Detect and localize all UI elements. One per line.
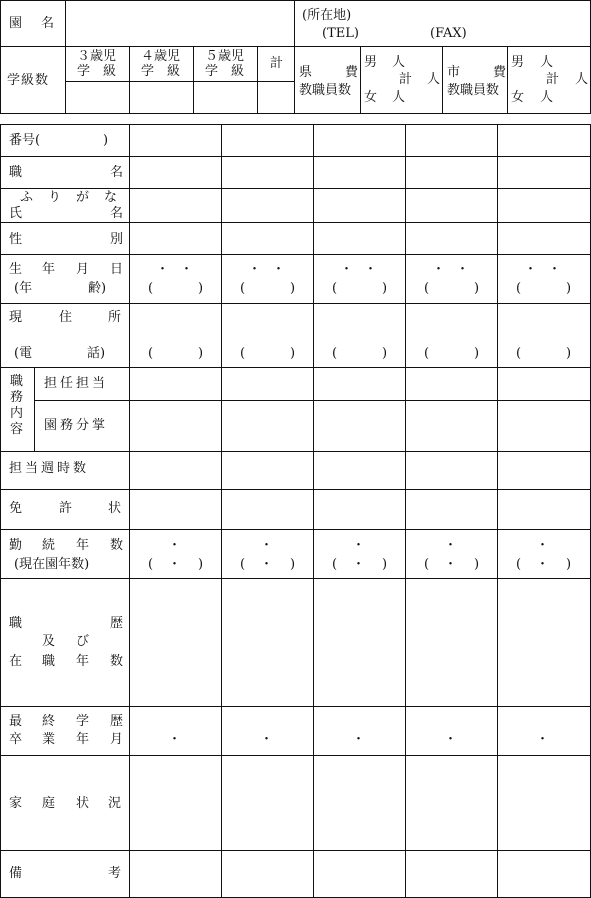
graduation-dot: ・ — [168, 732, 182, 747]
service-years-dot: ・ — [536, 538, 550, 553]
graduation-dot: ・ — [536, 732, 550, 747]
service-years-dot: ・ — [444, 538, 458, 553]
current-years-dot: ・ — [536, 557, 550, 572]
current-years-paren-close: ) — [566, 557, 572, 572]
current-years-paren-close: ) — [382, 557, 388, 572]
phone-paren-close: ) — [290, 346, 296, 361]
current-years-paren-close: ) — [290, 557, 296, 572]
age-paren-close: ) — [382, 281, 388, 296]
tel-label: (TEL) — [322, 26, 359, 41]
age-paren-open: ( — [516, 281, 522, 296]
age-paren-close: ) — [290, 281, 296, 296]
graduation-dot: ・ — [260, 732, 274, 747]
current-years-paren-close: ) — [198, 557, 204, 572]
age-paren-open: ( — [332, 281, 338, 296]
age-paren-open: ( — [240, 281, 246, 296]
age-paren-close: ) — [566, 281, 572, 296]
current-years-paren-open: ( — [424, 557, 430, 572]
age-paren-close: ) — [474, 281, 480, 296]
birthdate-dot: ・ — [272, 262, 286, 277]
row-label-weekly-hours: 担当週時数 — [9, 461, 90, 476]
birthdate-dot: ・ — [248, 262, 262, 277]
birthdate-dot: ・ — [180, 262, 194, 277]
service-years-dot: ・ — [352, 538, 366, 553]
phone-paren-open: ( — [424, 346, 430, 361]
current-years-paren-open: ( — [332, 557, 338, 572]
age-paren-open: ( — [148, 281, 154, 296]
birthdate-dot: ・ — [340, 262, 354, 277]
age-paren-open: ( — [424, 281, 430, 296]
current-years-paren-open: ( — [148, 557, 154, 572]
current-years-paren-open: ( — [516, 557, 522, 572]
phone-paren-close: ) — [382, 346, 388, 361]
phone-paren-close: ) — [474, 346, 480, 361]
service-years-dot: ・ — [260, 538, 274, 553]
phone-paren-open: ( — [148, 346, 154, 361]
birthdate-dot: ・ — [364, 262, 378, 277]
class-count-label: 学級数 — [7, 73, 50, 88]
phone-paren-open: ( — [240, 346, 246, 361]
phone-paren-open: ( — [516, 346, 522, 361]
age-paren-close: ) — [198, 281, 204, 296]
current-years-dot: ・ — [260, 557, 274, 572]
graduation-dot: ・ — [444, 732, 458, 747]
current-years-dot: ・ — [444, 557, 458, 572]
row-label-school-duties: 園務分掌 — [44, 418, 109, 433]
service-years-dot: ・ — [168, 538, 182, 553]
row-label-class-in-charge: 担任担当 — [44, 376, 109, 391]
total-class-header: 計 — [270, 56, 284, 71]
phone-paren-open: ( — [332, 346, 338, 361]
address-label: (所在地) — [302, 8, 352, 23]
phone-paren-close: ) — [566, 346, 572, 361]
phone-paren-close: ) — [198, 346, 204, 361]
address-field[interactable] — [295, 1, 590, 46]
birthdate-dot: ・ — [548, 262, 562, 277]
age5-class-field[interactable] — [194, 82, 257, 113]
current-years-dot: ・ — [352, 557, 366, 572]
school-name-field[interactable] — [66, 1, 294, 46]
current-years-paren-open: ( — [240, 557, 246, 572]
current-years-paren-close: ) — [474, 557, 480, 572]
graduation-dot: ・ — [352, 732, 366, 747]
age3-class-field[interactable] — [66, 82, 129, 113]
birthdate-dot: ・ — [524, 262, 538, 277]
fax-label: (FAX) — [430, 26, 467, 41]
age4-class-field[interactable] — [130, 82, 193, 113]
birthdate-dot: ・ — [456, 262, 470, 277]
current-years-dot: ・ — [168, 557, 182, 572]
birthdate-dot: ・ — [432, 262, 446, 277]
total-class-field[interactable] — [258, 82, 294, 113]
birthdate-dot: ・ — [156, 262, 170, 277]
